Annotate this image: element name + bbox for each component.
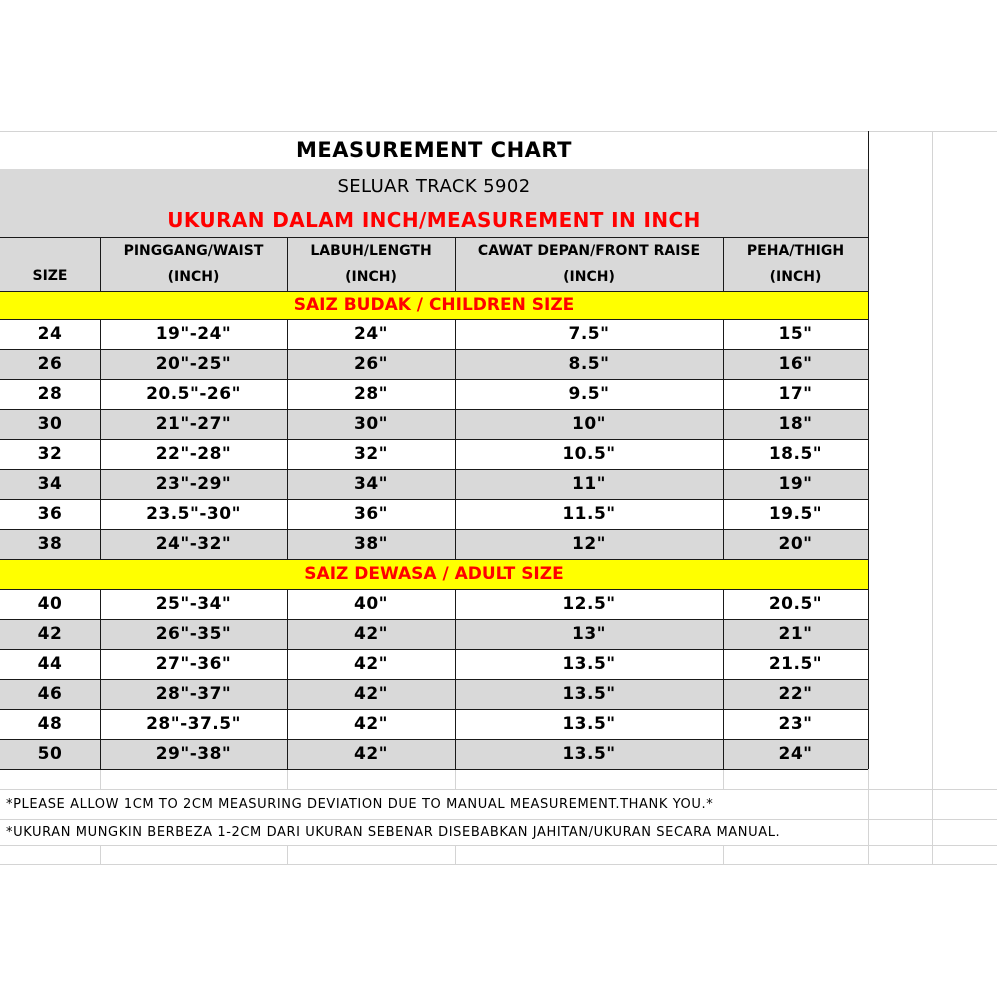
cell-size: 36 (37, 504, 63, 524)
row-border (0, 469, 868, 470)
note-deviation-en: *PLEASE ALLOW 1CM TO 2CM MEASURING DEVIATION DUE TO MANUAL MEASUREMENT.THANK YOU.* (6, 796, 714, 812)
table-row (0, 379, 997, 409)
cell-thigh: 22" (723, 679, 868, 709)
row-border (0, 379, 868, 380)
table-row (0, 679, 997, 709)
column-border (100, 439, 101, 469)
column-border (287, 319, 288, 349)
cell-front-raise: 13.5" (562, 714, 616, 734)
cell-length: 26" (287, 349, 455, 379)
gridline (0, 819, 997, 820)
cell-size: 32 (37, 444, 63, 464)
row-border (0, 679, 868, 680)
column-border (455, 709, 456, 739)
row-border (0, 439, 868, 440)
column-border (455, 439, 456, 469)
column-border (100, 619, 101, 649)
column-border (100, 739, 101, 769)
cell-front-raise: 9.5" (568, 384, 610, 404)
col-header-label: PEHA/THIGH (746, 243, 845, 259)
gridline (287, 845, 288, 864)
cell-size: 34 (0, 469, 100, 499)
col-header-unit: (INCH) (769, 269, 822, 285)
cell-front-raise: 13.5" (455, 739, 723, 769)
gridline (0, 789, 997, 790)
table-border (723, 237, 724, 291)
column-border (100, 589, 101, 619)
cell-front-raise: 12" (455, 529, 723, 559)
col-header-unit: (INCH) (345, 269, 397, 285)
column-border (455, 529, 456, 559)
table-row (0, 649, 997, 679)
column-border (723, 349, 724, 379)
column-border (287, 529, 288, 559)
empty-row (0, 769, 997, 789)
cell-thigh: 19.5" (768, 504, 823, 524)
column-border (287, 409, 288, 439)
column-border (723, 589, 724, 619)
table-row (0, 319, 997, 349)
table-border (0, 589, 868, 590)
cell-length: 42" (353, 714, 388, 734)
col-header-length (287, 237, 455, 291)
column-border (723, 409, 724, 439)
column-border (723, 709, 724, 739)
col-header-label: LABUH/LENGTH (310, 243, 432, 259)
column-border (100, 649, 101, 679)
column-border (100, 709, 101, 739)
table-border (455, 237, 456, 291)
cell-length: 24" (353, 324, 388, 344)
cell-length: 32" (353, 444, 388, 464)
cell-length: 42" (287, 619, 455, 649)
cell-waist: 26"-35" (100, 619, 287, 649)
column-border (455, 349, 456, 379)
col-header-label: PINGGANG/WAIST (123, 243, 264, 259)
cell-thigh: 23" (778, 714, 813, 734)
cell-thigh: 18.5" (768, 444, 823, 464)
col-header-size (0, 237, 100, 291)
table-border (100, 237, 101, 291)
product-row (0, 169, 997, 203)
gridline (723, 845, 724, 864)
table-border (868, 131, 869, 769)
table-border (0, 237, 868, 238)
column-border (455, 739, 456, 769)
cell-length: 28" (353, 384, 388, 404)
table-border (0, 319, 868, 320)
note-deviation-ms: *UKURAN MUNGKIN BERBEZA 1-2CM DARI UKURAN SEBENAR DISEBABKAN JAHITAN/UKURAN SECARA MANUAL. (6, 824, 781, 840)
column-border (100, 469, 101, 499)
column-border (100, 319, 101, 349)
cell-size: 26 (0, 349, 100, 379)
column-border (455, 379, 456, 409)
table-row (0, 439, 997, 469)
cell-waist: 19"-24" (155, 324, 232, 344)
column-border (723, 649, 724, 679)
cell-waist: 25"-34" (155, 594, 232, 614)
cell-front-raise: 8.5" (455, 349, 723, 379)
column-border (287, 589, 288, 619)
column-border (455, 619, 456, 649)
table-row (0, 499, 997, 529)
adult-size-band: SAIZ DEWASA / ADULT SIZE (0, 559, 868, 589)
cell-thigh: 20" (723, 529, 868, 559)
row-border (0, 739, 868, 740)
column-border (723, 529, 724, 559)
title-row (0, 131, 997, 169)
chart-title: MEASUREMENT CHART (296, 138, 572, 162)
column-border (287, 439, 288, 469)
column-border (723, 319, 724, 349)
column-border (723, 619, 724, 649)
cell-waist: 23"-29" (100, 469, 287, 499)
column-border (287, 649, 288, 679)
cell-size: 28 (37, 384, 63, 404)
gridline (287, 769, 288, 789)
column-border (287, 349, 288, 379)
cell-length: 42" (353, 654, 388, 674)
adult-band-row (0, 559, 997, 589)
cell-thigh: 21" (723, 619, 868, 649)
table-row (0, 469, 997, 499)
cell-front-raise: 7.5" (568, 324, 610, 344)
cell-front-raise: 10.5" (562, 444, 616, 464)
column-border (287, 499, 288, 529)
column-border (723, 469, 724, 499)
column-border (287, 739, 288, 769)
row-border (0, 769, 868, 770)
column-border (100, 499, 101, 529)
cell-size: 42 (0, 619, 100, 649)
table-row (0, 409, 997, 439)
cell-front-raise: 13.5" (562, 654, 616, 674)
product-name: SELUAR TRACK 5902 (0, 169, 868, 203)
cell-waist: 27"-36" (155, 654, 232, 674)
table-border (0, 291, 868, 292)
row-border (0, 709, 868, 710)
cell-waist: 28"-37" (100, 679, 287, 709)
column-border (287, 679, 288, 709)
cell-waist: 22"-28" (155, 444, 232, 464)
column-border (287, 469, 288, 499)
column-border (100, 349, 101, 379)
column-border (455, 409, 456, 439)
cell-waist: 21"-27" (100, 409, 287, 439)
cell-front-raise: 11.5" (562, 504, 616, 524)
row-border (0, 409, 868, 410)
column-border (100, 679, 101, 709)
cell-waist: 23.5"-30" (146, 504, 241, 524)
column-border (723, 439, 724, 469)
column-border (287, 379, 288, 409)
table-row (0, 739, 997, 769)
cell-size: 48 (37, 714, 63, 734)
cell-size: 38 (0, 529, 100, 559)
cell-thigh: 19" (723, 469, 868, 499)
note-row (0, 819, 997, 845)
col-header-unit: (INCH) (563, 269, 615, 285)
row-border (0, 499, 868, 500)
cell-length: 40" (353, 594, 388, 614)
note-row (0, 789, 997, 819)
col-header-label: SIZE (32, 268, 68, 284)
table-border (287, 237, 288, 291)
column-border (723, 679, 724, 709)
column-border (455, 469, 456, 499)
cell-front-raise: 12.5" (562, 594, 616, 614)
cell-thigh: 16" (723, 349, 868, 379)
row-border (0, 559, 868, 560)
column-border (455, 319, 456, 349)
column-border (723, 499, 724, 529)
gridline (455, 769, 456, 789)
cell-size: 46 (0, 679, 100, 709)
row-border (0, 619, 868, 620)
header-row (0, 237, 997, 291)
gridline (455, 845, 456, 864)
column-border (455, 589, 456, 619)
cell-front-raise: 11" (455, 469, 723, 499)
cell-length: 30" (287, 409, 455, 439)
table-row (0, 619, 997, 649)
col-header-front-raise (455, 237, 723, 291)
cell-waist: 29"-38" (100, 739, 287, 769)
cell-length: 42" (287, 679, 455, 709)
cell-waist: 20"-25" (100, 349, 287, 379)
cell-front-raise: 13" (455, 619, 723, 649)
cell-waist: 28"-37.5" (146, 714, 241, 734)
children-size-band: SAIZ BUDAK / CHILDREN SIZE (0, 291, 868, 319)
column-border (287, 619, 288, 649)
table-row (0, 709, 997, 739)
table-row (0, 529, 997, 559)
col-header-label: CAWAT DEPAN/FRONT RAISE (477, 243, 701, 259)
children-band-row (0, 291, 997, 319)
cell-thigh: 24" (723, 739, 868, 769)
cell-thigh: 20.5" (768, 594, 823, 614)
column-border (100, 529, 101, 559)
cell-thigh: 18" (723, 409, 868, 439)
cell-front-raise: 13.5" (455, 679, 723, 709)
unit-banner: UKURAN DALAM INCH/MEASUREMENT IN INCH (0, 203, 868, 237)
row-border (0, 649, 868, 650)
table-row (0, 349, 997, 379)
column-border (723, 379, 724, 409)
col-header-unit: (INCH) (167, 269, 220, 285)
column-border (100, 379, 101, 409)
col-header-waist (100, 237, 287, 291)
row-border (0, 529, 868, 530)
column-border (287, 709, 288, 739)
column-border (455, 679, 456, 709)
gridline (723, 769, 724, 789)
cell-length: 34" (287, 469, 455, 499)
gridline (100, 769, 101, 789)
cell-thigh: 17" (778, 384, 813, 404)
cell-waist: 20.5"-26" (146, 384, 241, 404)
cell-size: 40 (37, 594, 63, 614)
gridline (0, 845, 997, 846)
row-border (0, 349, 868, 350)
column-border (100, 409, 101, 439)
column-border (723, 739, 724, 769)
cell-front-raise: 10" (455, 409, 723, 439)
cell-size: 44 (37, 654, 63, 674)
cell-waist: 24"-32" (100, 529, 287, 559)
col-header-thigh (723, 237, 868, 291)
cell-thigh: 21.5" (768, 654, 823, 674)
column-border (455, 649, 456, 679)
unit-banner-row (0, 203, 997, 237)
column-border (455, 499, 456, 529)
cell-length: 38" (287, 529, 455, 559)
cell-thigh: 15" (778, 324, 813, 344)
cell-size: 24 (37, 324, 63, 344)
table-row (0, 589, 997, 619)
gridline (100, 845, 101, 864)
cell-size: 50 (0, 739, 100, 769)
gridline (0, 864, 997, 865)
cell-length: 36" (353, 504, 388, 524)
cell-size: 30 (0, 409, 100, 439)
cell-length: 42" (287, 739, 455, 769)
